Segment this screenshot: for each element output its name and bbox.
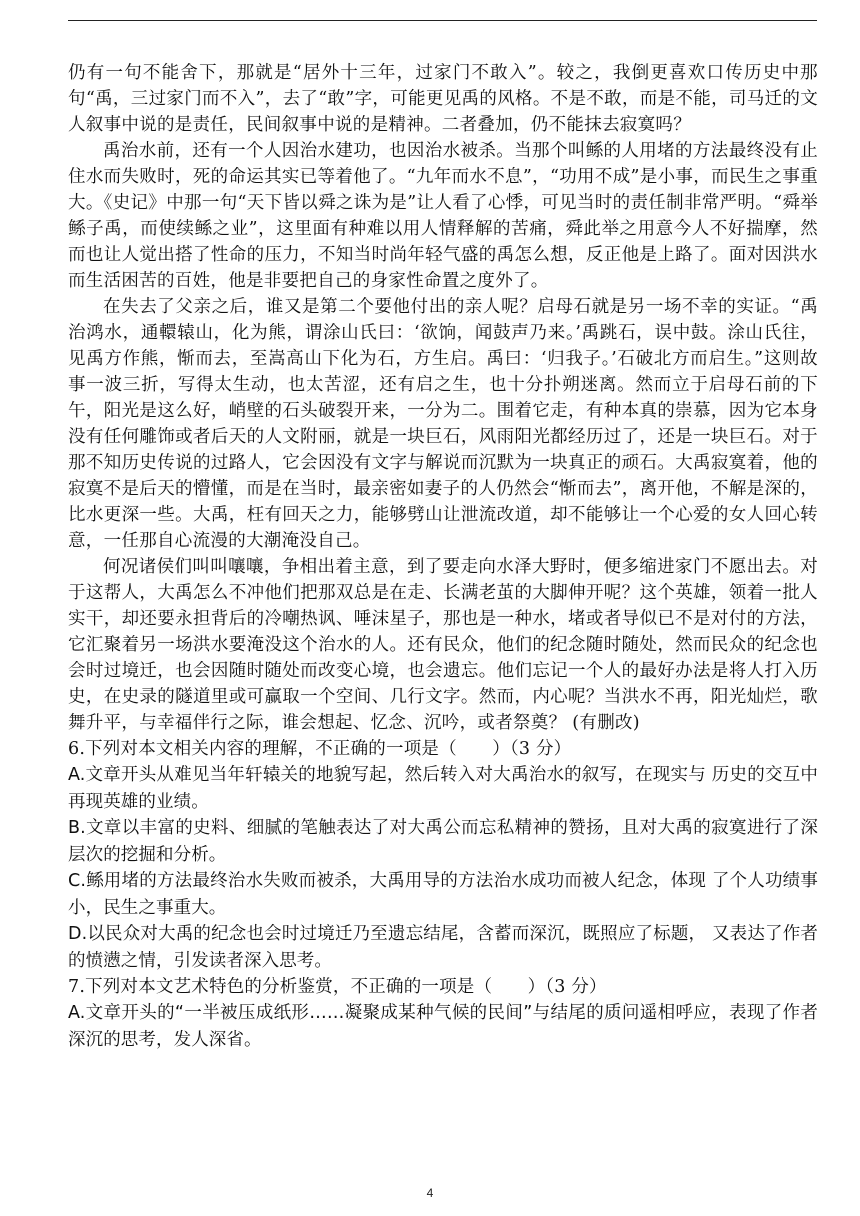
passage-paragraph-2: 禹治水前，还有一个人因治水建功，也因治水被杀。当那个叫鲧的人用堵的方法最终没有止住水而失败时，死的命运其实已等着他了。“九年而水不息”，“功用不成”是小事，而民生之事重大。《史记》中那一句“天下皆以舜之诛为是”让人看了心悸，可见当时的责任制非常严明。“舜举鲧子禹，而使续鲧之业”，这里面有种难以用人情释解的苦痛，舜此举之用意今人不好揣摩，然而也让人觉出搭了性命的压力，不知当时尚年轻气盛的禹怎么想，反正他是上路了。面对因洪水而生活困苦的百姓，他是非要把自己的身家性命置之度外了。: [68, 141, 818, 291]
question-6-option-d: D.以民众对大禹的纪念也会时过境迁乃至遗忘结尾，含蓄而深沉，既照应了标题， 又表达了作者的愤懑之情，引发读者深入思考。: [68, 924, 818, 971]
question-6-option-a: A.文章开头从难见当年轩辕关的地貌写起，然后转入对大禹治水的叙写，在现实与 历史的交互中再现英雄的业绩。: [68, 765, 818, 812]
question-6-option-b: B.文章以丰富的史料、细腻的笔触表达了对大禹公而忘私精神的赞扬，且对大禹的寂寞进行了深层次的挖掘和分析。: [68, 818, 818, 865]
passage-paragraph-4: 何况诸侯们叫叫嚷嚷，争相出着主意，到了要走向水泽大野时，便多缩进家门不愿出去。对于这帮人，大禹怎么不冲他们把那双总是在走、长满老茧的大脚伸开呢？这个英雄，领着一批人实干，却还要永担背后的冷嘲热讽、唾沫星子，那也是一种水，堵或者导似已不是对付的方法，它汇聚着另一场洪水要淹没这个治水的人。还有民众，他们的纪念随时随处，然而民众的纪念也会时过境迁，也会因随时随处而改变心境，也会遗忘。他们忘记一个人的最好办法是将人打入历史，在史录的隧道里或可赢取一个空间、几行文字。然而，内心呢？当洪水不再，阳光灿烂，歌舞升平，与幸福伴行之际，谁会想起、忆念、沉吟，或者祭奠？ (有删改): [68, 557, 818, 733]
page-number: 4: [426, 1186, 434, 1200]
passage-paragraph-1: 仍有一句不能舍下，那就是“居外十三年，过家门不敢入”。较之，我倒更喜欢口传历史中那句“禹，三过家门而不入”，去了“敢”字，可能更见禹的风格。不是不敢，而是不能，司马迁的文人叙事中说的是责任，民间叙事中说的是精神。二者叠加，仍不能抹去寂寞吗？: [68, 63, 818, 135]
passage-paragraph-3: 在失去了父亲之后，谁又是第二个要他付出的亲人呢？启母石就是另一场不幸的实证。“禹治鸿水，通轘辕山，化为熊，谓涂山氏曰：‘欲饷，闻鼓声乃来。’禹跳石，误中鼓。涂山氏往，见禹方作熊，惭而去，至嵩高山下化为石，方生启。禹曰：‘归我子。’石破北方而启生。”这则故事一波三折，写得太生动，也太苦涩，还有启之生，也十分扑朔迷离。然而立于启母石前的下午，阳光是这么好，峭壁的石头破裂开来，一分为二。围着它走，有种本真的崇慕，因为它本身没有任何雕饰或者后天的人文附丽，就是一块巨石，风雨阳光都经历过了，还是一块巨石。对于那不知历史传说的过路人，它会因没有文字与解说而沉默为一块真正的顽石。大禹寂寞着，他的寂寞不是后天的懵懂，而是在当时，最亲密如妻子的人仍然会“惭而去”，离开他，不解是深的，比水更深一些。大禹，枉有回天之力，能够劈山让泄流改道，却不能够让一个心爱的女人回心转意，一任那自心流漫的大潮淹没自己。: [68, 297, 818, 551]
question-7-option-a: A.文章开头的“一半被压成纸形……凝聚成某种气候的民间”与结尾的质问遥相呼应，表现了作者深沉的思考，发人深省。: [68, 1003, 818, 1050]
header-rule: [68, 20, 817, 21]
question-6-option-c: C.鲧用堵的方法最终治水失败而被杀，大禹用导的方法治水成功而被人纪念，体现 了个人功绩事小，民生之事重大。: [68, 871, 818, 918]
question-6-stem: 6.下列对本文相关内容的理解，不正确的一项是（ ）（3 分）: [68, 739, 572, 759]
page-content: [68, 60, 818, 1053]
question-7-stem: 7.下列对本文艺术特色的分析鉴赏，不正确的一项是（ ）（3 分）: [68, 977, 607, 997]
